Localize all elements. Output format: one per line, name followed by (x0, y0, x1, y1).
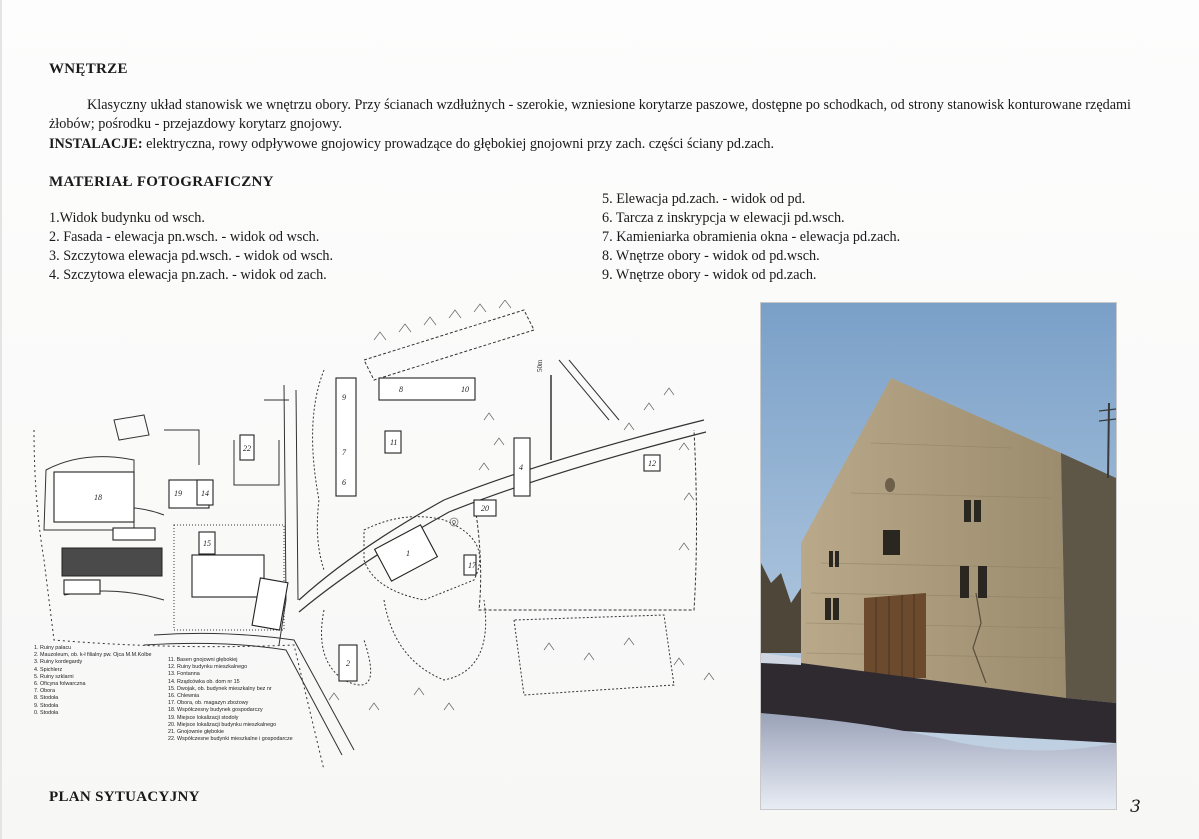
building-number: 4 (519, 463, 523, 472)
legend-item: 14. Rządcówka ob. dom nr 15 (168, 678, 240, 685)
legend-left (34, 645, 151, 717)
legend-item: 5. Ruiny szklarni (34, 673, 74, 680)
legend-item: 22. Współczesne budynki mieszkalne i gospodarcze (168, 736, 293, 743)
list-item: 6. Tarcza z inskrypcja w elewacji pd.wsch. (602, 210, 845, 226)
legend-item: 2. Mauzoleum, ob. k-ł filialny pw. Ojca M.M.Kolbe (34, 652, 152, 659)
page-number: 3 (1130, 797, 1141, 817)
installations-label: INSTALACJE: (49, 136, 143, 152)
legend-item: 21. Gnojownie głębokie (168, 729, 225, 736)
building-number: 8 (399, 385, 403, 394)
legend-item: 7. Obora (34, 688, 55, 695)
building-number: 10 (461, 385, 469, 394)
legend-item: 3. Ruiny kordegardy (34, 659, 83, 666)
interior-paragraph (49, 96, 1131, 133)
legend-item: 19. Miejsce lokalizacji stodoły (168, 714, 239, 721)
list-item: 5. Elewacja pd.zach. - widok od pd. (602, 191, 806, 207)
list-item: 3. Szczytowa elewacja pd.wsch. - widok od wsch. (49, 248, 334, 264)
building-number: 19 (174, 489, 182, 498)
legend-item: 4. Spichlerz (34, 666, 63, 673)
list-item: 7. Kamieniarka obramienia okna - elewacja pd.zach. (602, 229, 901, 245)
interior-paragraph-text: Klasyczny układ stanowisk we wnętrzu obory. Przy ścianach wzdłużnych - szerokie, wzniesione korytarze paszowe, dostępne po schodkach, od strony stanowisk konturowane rzędami żłobów; pośrodku - przejazdowy korytarz gnojowy. (49, 97, 1131, 132)
legend-item: 8. Stodoła (34, 695, 59, 702)
legend-right (168, 657, 293, 743)
list-item: 4. Szczytowa elewacja pn.zach. - widok od zach. (49, 267, 327, 283)
building-number: 2 (346, 659, 350, 668)
photo-material-heading: MATERIAŁ FOTOGRAFICZNY (49, 174, 274, 190)
building-number: 17 (468, 561, 476, 570)
legend-item: 9. Stodoła (34, 702, 59, 709)
legend-item: 0. Stodoła (34, 709, 59, 716)
building-number: 15 (203, 539, 211, 548)
legend-item: 16. Chlewnia (168, 693, 200, 700)
list-item: 9. Wnętrze obory - widok od pd.zach. (602, 267, 817, 283)
building-number: 18 (94, 493, 102, 502)
barn-photo (761, 303, 1116, 809)
building-number: 6 (342, 478, 346, 487)
legend-item: 15. Dwojak, ob. budynek mieszkalny bez nr (168, 685, 272, 692)
building-number: 11 (390, 438, 398, 447)
list-item: 1.Widok budynku od wsch. (49, 210, 205, 226)
building-number: 20 (481, 504, 489, 513)
scale-label: 50m (536, 359, 544, 372)
building-number: 1 (406, 549, 410, 558)
installations-text: elektryczna, rowy odpływowe gnojowicy prowadzące do głębokiej gnojowni przy zach. części ściany pd.zach. (142, 136, 775, 152)
highlighted-building (62, 548, 162, 576)
building-number: 14 (201, 489, 209, 498)
legend-item: 13. Fontanna (168, 671, 200, 678)
building-number: 9 (342, 393, 346, 402)
legend-item: 17. Obora, ob. magazyn zbożowy (168, 700, 249, 707)
legend-item: 20. Miejsce lokalizacji budynku mieszkalnego (168, 721, 277, 728)
legend-item: 6. Oficyna folwarczna (34, 681, 86, 688)
building-number: 22 (243, 444, 251, 453)
installations-line (49, 136, 774, 153)
interior-heading: WNĘTRZE (49, 61, 128, 77)
list-item: 8. Wnętrze obory - widok od pd.wsch. (602, 248, 820, 264)
building-number: 7 (342, 448, 346, 457)
plan-heading: PLAN SYTUACYJNY (49, 789, 200, 805)
legend-item: 1. Ruiny pałacu (34, 645, 72, 651)
building-number: 12 (648, 459, 656, 468)
legend-item: 11. Basen gnojowni głębokiej (168, 657, 238, 663)
photo-list-right (602, 190, 900, 285)
legend-item: 18. Współczesny budynek gospodarczy (168, 707, 263, 714)
legend-item: 12. Ruiny budynku mieszkalnego (168, 664, 248, 671)
photo-list-left (49, 209, 333, 285)
list-item: 2. Fasada - elewacja pn.wsch. - widok od wsch. (49, 229, 320, 245)
